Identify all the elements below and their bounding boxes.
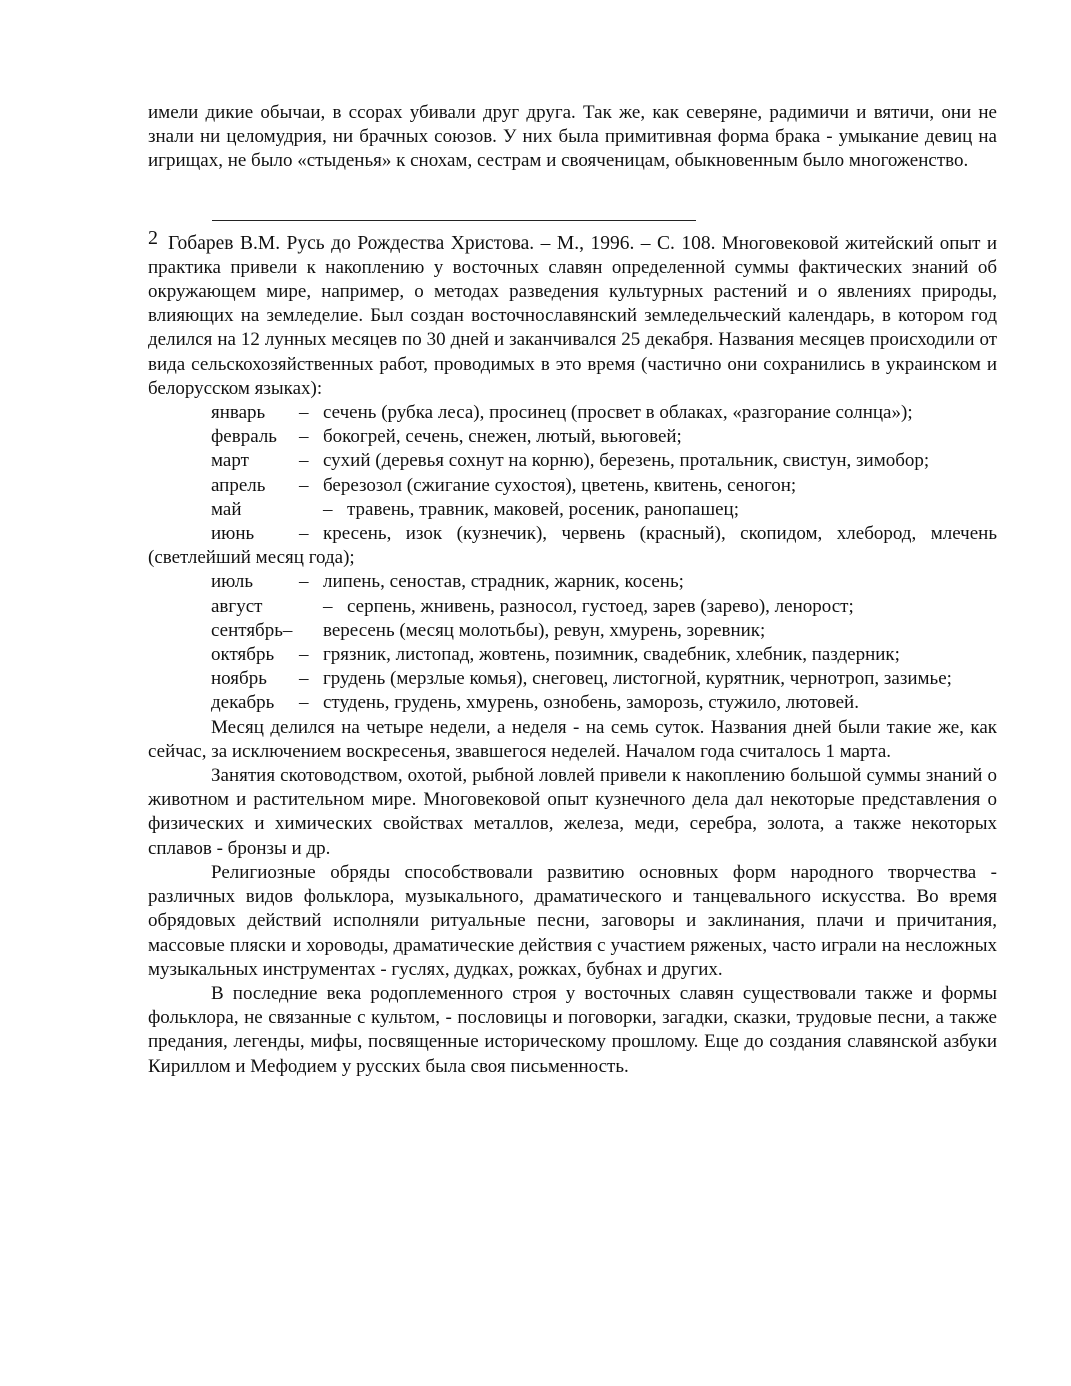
- month-description: серпень, жнивень, разносол, густоед, зарев (зарево), ленорост;: [347, 595, 854, 617]
- month-dash: –: [299, 474, 309, 496]
- month-item-december: [211, 691, 997, 715]
- footnote-separator: [212, 220, 696, 221]
- month-description: студень, грудень, хмурень, ознобень, заморозь, стужило, лютовей.: [323, 692, 859, 714]
- month-dash: –: [299, 668, 309, 690]
- month-name: октябрь: [211, 644, 275, 666]
- body-paragraph: Занятия скотоводством, охотой, рыбной ловлей привели к накоплению большой суммы знаний о животном и растительном мире. Многовековой опыт кузнечного дела дал некоторые представления о физических и химических свойствах металлов, железа, меди, серебра, золота, а также некоторых сплавов - бронзы и др.: [148, 765, 997, 859]
- month-description: грудень (мерзлые комья), снеговец, листогной, курятник, чернотроп, зазимье;: [323, 668, 952, 690]
- month-description: травень, травник, маковей, росеник, ранопашец;: [347, 498, 740, 520]
- month-description: бокогрей, сечень, снежен, лютый, вьюговей;: [323, 426, 682, 448]
- month-name: июнь: [211, 523, 255, 545]
- month-item-august: [211, 595, 997, 619]
- month-name: март: [211, 450, 249, 472]
- month-dash: –: [323, 498, 333, 520]
- document-page: [148, 101, 997, 1079]
- footnote-citation: Гобарев В.М. Русь до Рождества Христова. – М., 1996. – С. 108.: [168, 232, 716, 254]
- month-item-november: [148, 667, 997, 691]
- month-dash: –: [299, 571, 309, 593]
- top-paragraph: имели дикие обычаи, в ссорах убивали друг друга. Так же, как северяне, радимичи и вятичи, они не знали ни целомудрия, ни брачных союзов. У них была примитивная форма брака - умыкание девиц на игрищах, не было «стыденья» к снохам, сестрам и свояченицам, обыкновенным было многоженство.: [148, 102, 997, 172]
- month-name: август: [211, 595, 263, 617]
- month-dash: –: [299, 402, 309, 424]
- month-name: июль: [211, 571, 254, 593]
- month-dash: –: [299, 450, 309, 472]
- month-item-may: [211, 498, 997, 522]
- month-item-march: [211, 449, 997, 473]
- month-description: вересень (месяц молотьбы), ревун, хмурень, зоревник;: [323, 619, 766, 641]
- month-dash: [299, 619, 323, 643]
- month-name: ноябрь: [211, 668, 267, 690]
- month-item-july: [211, 570, 997, 594]
- month-name: сентябрь–: [211, 619, 293, 641]
- month-description: сухий (деревья сохнут на корню), березень, протальник, свистун, зимобор;: [323, 450, 930, 472]
- month-name: февраль: [211, 426, 277, 448]
- month-name: январь: [211, 402, 266, 424]
- month-description: липень, сеностав, страдник, жарник, косень;: [323, 571, 684, 593]
- month-name: май: [211, 498, 242, 520]
- month-item-february: [211, 425, 997, 449]
- month-description: кресень, изок (кузнечик), червень (красный), скопидом, хлебород, млечень (светлейший месяц года);: [148, 523, 997, 569]
- footnote-number: 2: [148, 226, 158, 249]
- month-item-april: [211, 474, 997, 498]
- month-dash: –: [299, 523, 309, 545]
- month-dash: –: [299, 692, 309, 714]
- month-description: сечень (рубка леса), просинец (просвет в облаках, «разгорание солнца»);: [323, 402, 913, 424]
- body-paragraph: Религиозные обряды способствовали развитию основных форм народного творчества - различных видов фольклора, музыкального, драматического и танцевального искусства. Во время обрядовых действий исполняли ритуальные песни, заговоры и заклинания, плачи и причитания, массовые пляски и хороводы, драматические действия с участием ряженых, часто играли на несложных музыкальных инструментах - гуслях, дудках, рожках, бубнах и других.: [148, 861, 997, 980]
- month-dash: –: [299, 426, 309, 448]
- month-description: березозол (сжигание сухостоя), цветень, квитень, сеногон;: [323, 474, 797, 496]
- month-item-june: [148, 522, 997, 570]
- month-list: [148, 401, 997, 716]
- month-item-september: [211, 619, 997, 643]
- month-item-october: [211, 643, 997, 667]
- month-item-january: [211, 401, 997, 425]
- body-paragraph: Месяц делился на четыре недели, а неделя - на семь суток. Названия дней были такие же, как сейчас, за исключением воскресенья, звавшегося неделей. Началом года считалось 1 марта.: [148, 716, 997, 762]
- month-name: декабрь: [211, 692, 275, 714]
- month-dash: –: [323, 595, 333, 617]
- month-name: апрель: [211, 474, 266, 496]
- month-description: грязник, листопад, жовтень, позимник, свадебник, хлебник, паздерник;: [323, 644, 900, 666]
- footnote: [148, 226, 997, 401]
- month-dash: –: [299, 644, 309, 666]
- body-paragraph: В последние века родоплеменного строя у восточных славян существовали также и формы фольклора, не связанные с культом, - пословицы и поговорки, загадки, сказки, трудовые песни, а также предания, легенды, мифы, посвященные историческому прошлому. Еще до создания славянской азбуки Кириллом и Мефодием у русских была своя письменность.: [148, 982, 997, 1077]
- footnote-text: Многовековой житейский опыт и практика привели к накоплению у восточных славян определенной суммы фактических знаний об окружающем мире, например, о методах разведения культурных растений и о явлениях природы, влияющих на земледелие. Был создан восточнославянский земледельческий календарь, в котором год делился на 12 лунных месяцев по 30 дней и заканчивался 25 декабря. Названия месяцев происходили от вида сельскохозяйственных работ, проводимых в это время (частично они сохранились в украинском и белорусском языках):: [148, 232, 997, 399]
